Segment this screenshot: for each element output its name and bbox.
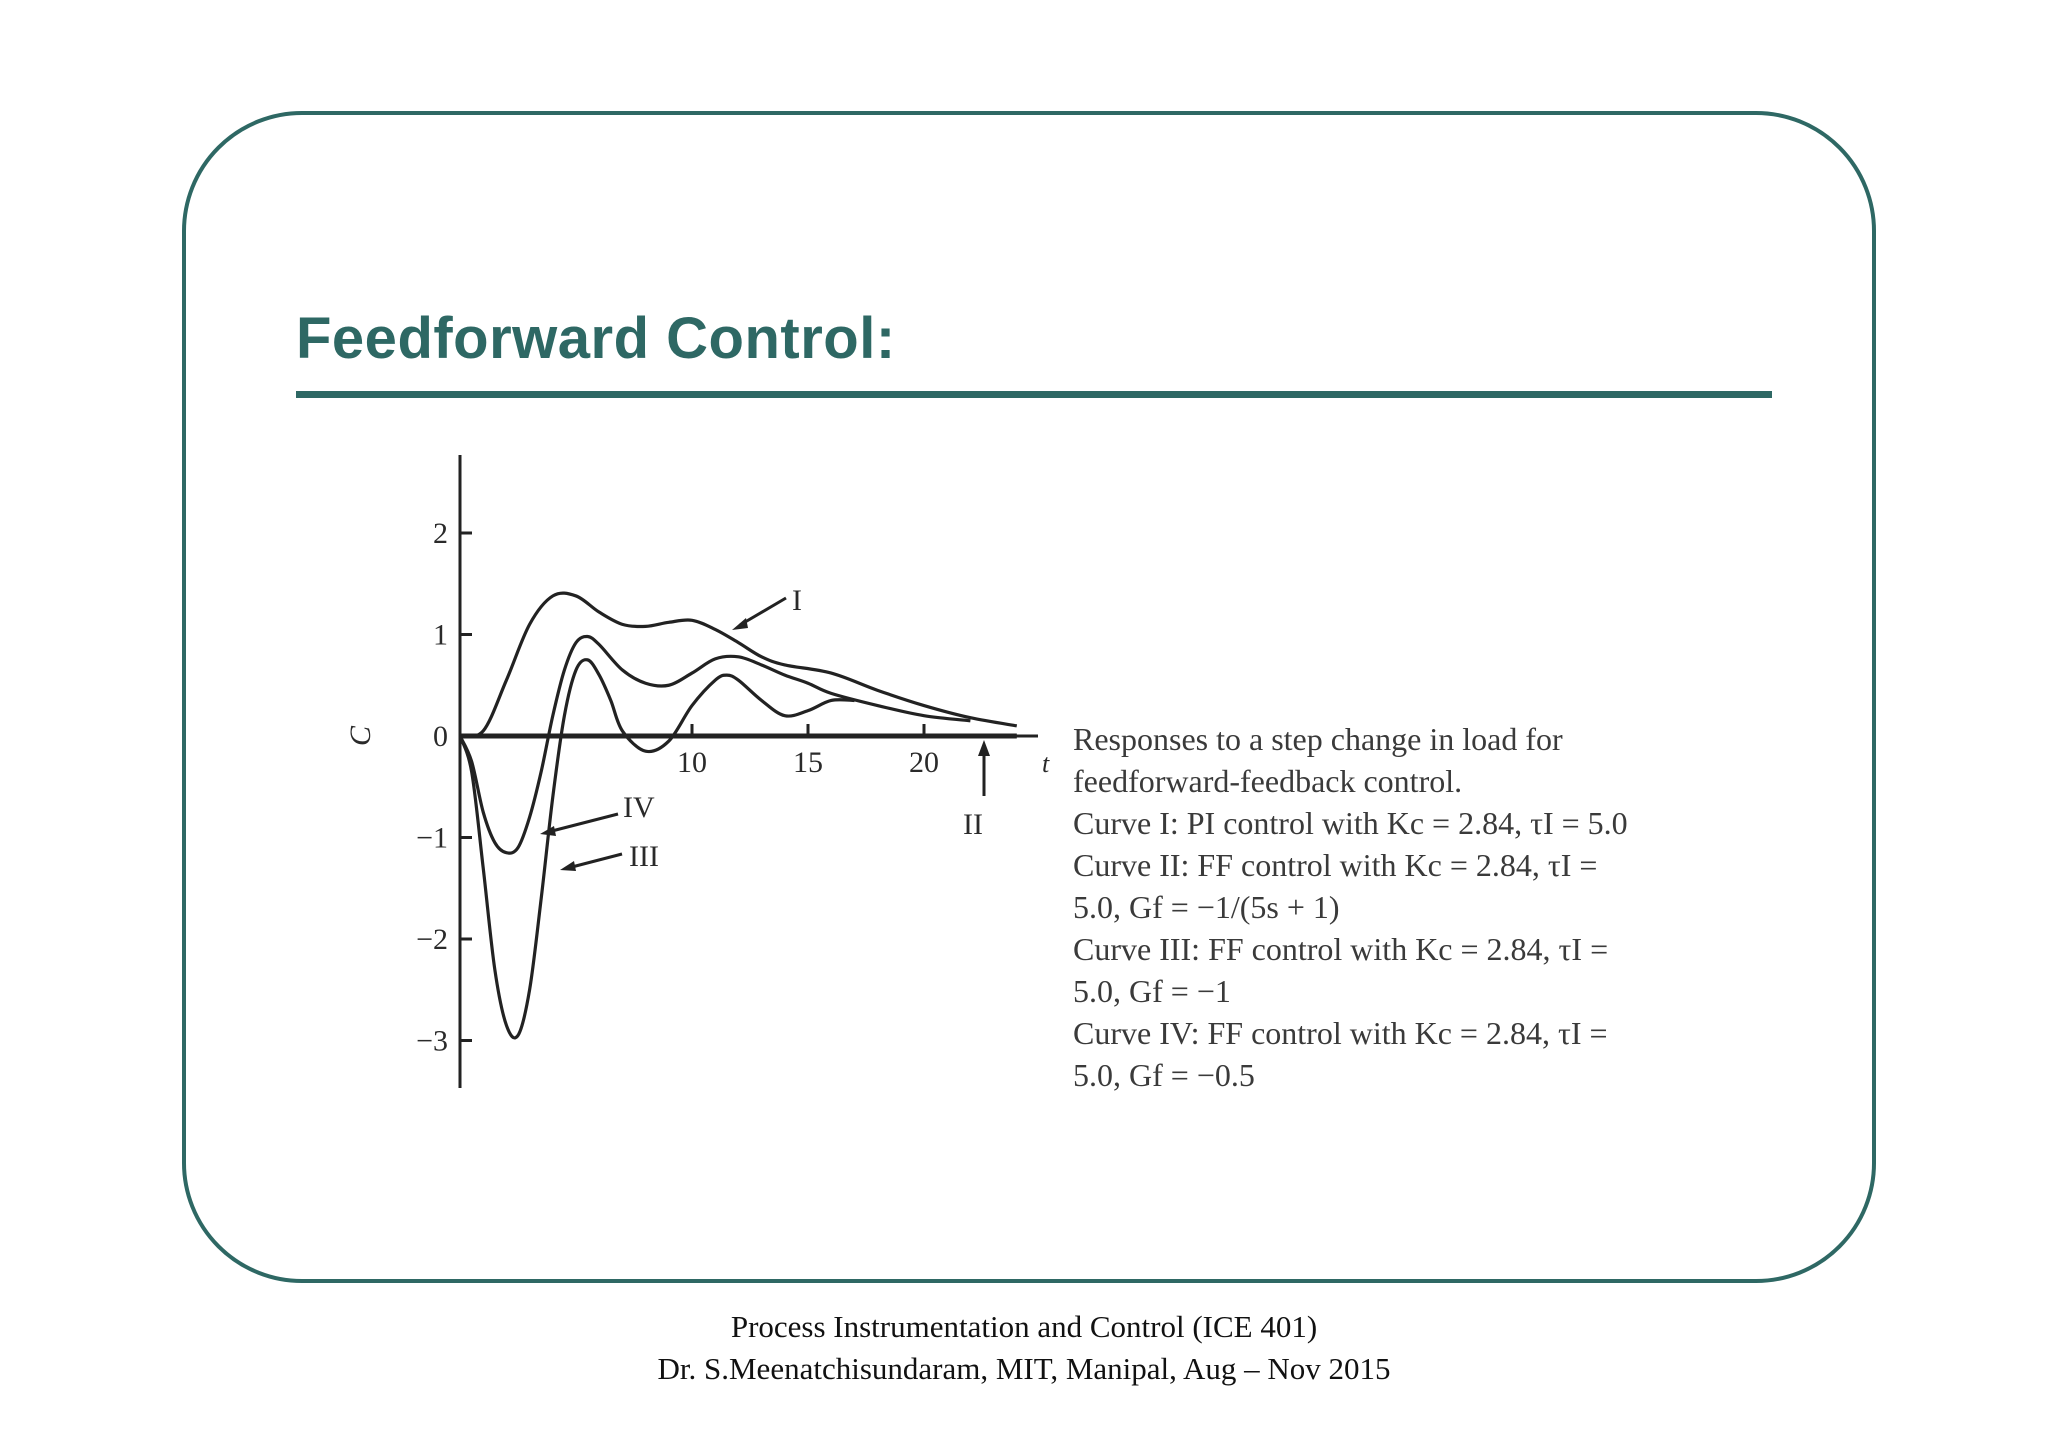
curve-label-IV: IV — [623, 791, 655, 824]
figure-caption — [1073, 718, 1713, 1096]
caption-line: Curve IV: FF control with Kc = 2.84, τI = — [1073, 1015, 1608, 1051]
curve-label-I-arrowhead — [732, 618, 748, 630]
slide-footer — [0, 1306, 2048, 1390]
caption-line: 5.0, Gf = −1/(5s + 1) — [1073, 889, 1340, 925]
caption-line: 5.0, Gf = −1 — [1073, 973, 1231, 1009]
curve-label-I: I — [792, 584, 802, 617]
curve-label-II: II — [963, 808, 983, 841]
slide-title: Feedforward Control: — [296, 306, 896, 371]
x-tick-label: 15 — [793, 746, 823, 779]
curve-label-I-arrow — [740, 598, 786, 625]
curve-label-III: III — [629, 840, 659, 873]
series-line-I — [460, 593, 1017, 737]
course-name: Process Instrumentation and Control (ICE 401) — [730, 1309, 1318, 1344]
curve-label-II-arrowhead — [978, 740, 990, 756]
x-axis-label: t — [1042, 749, 1050, 778]
y-tick-label: −2 — [416, 923, 448, 956]
title-underline — [296, 391, 1772, 398]
series-line-IV — [460, 636, 970, 853]
caption-line: Responses to a step change in load for — [1073, 721, 1563, 757]
author-line: Dr. S.Meenatchisundaram, MIT, Manipal, Aug – Nov 2015 — [657, 1351, 1391, 1386]
y-tick-label: 2 — [433, 517, 448, 550]
curve-label-III-arrow — [568, 854, 622, 868]
y-tick-label: −3 — [416, 1024, 448, 1058]
x-tick-label: 20 — [909, 746, 939, 779]
caption-line: Curve III: FF control with Kc = 2.84, τI = — [1073, 931, 1609, 967]
y-tick-label: −1 — [416, 821, 448, 855]
y-tick-label: 1 — [433, 618, 448, 652]
response-chart — [300, 440, 1060, 1120]
caption-line: feedforward-feedback control. — [1073, 763, 1463, 799]
y-tick-label: 0 — [433, 720, 448, 753]
caption-line: Curve I: PI control with Kc = 2.84, τI = 5.0 — [1073, 805, 1628, 841]
x-tick-label: 10 — [677, 746, 707, 779]
curve-label-III-arrowhead — [560, 861, 576, 871]
caption-line: 5.0, Gf = −0.5 — [1073, 1057, 1255, 1093]
caption-line: Curve II: FF control with Kc = 2.84, τI = — [1073, 847, 1598, 883]
curve-label-IV-arrow — [548, 814, 618, 832]
y-axis-label: C — [344, 725, 377, 747]
